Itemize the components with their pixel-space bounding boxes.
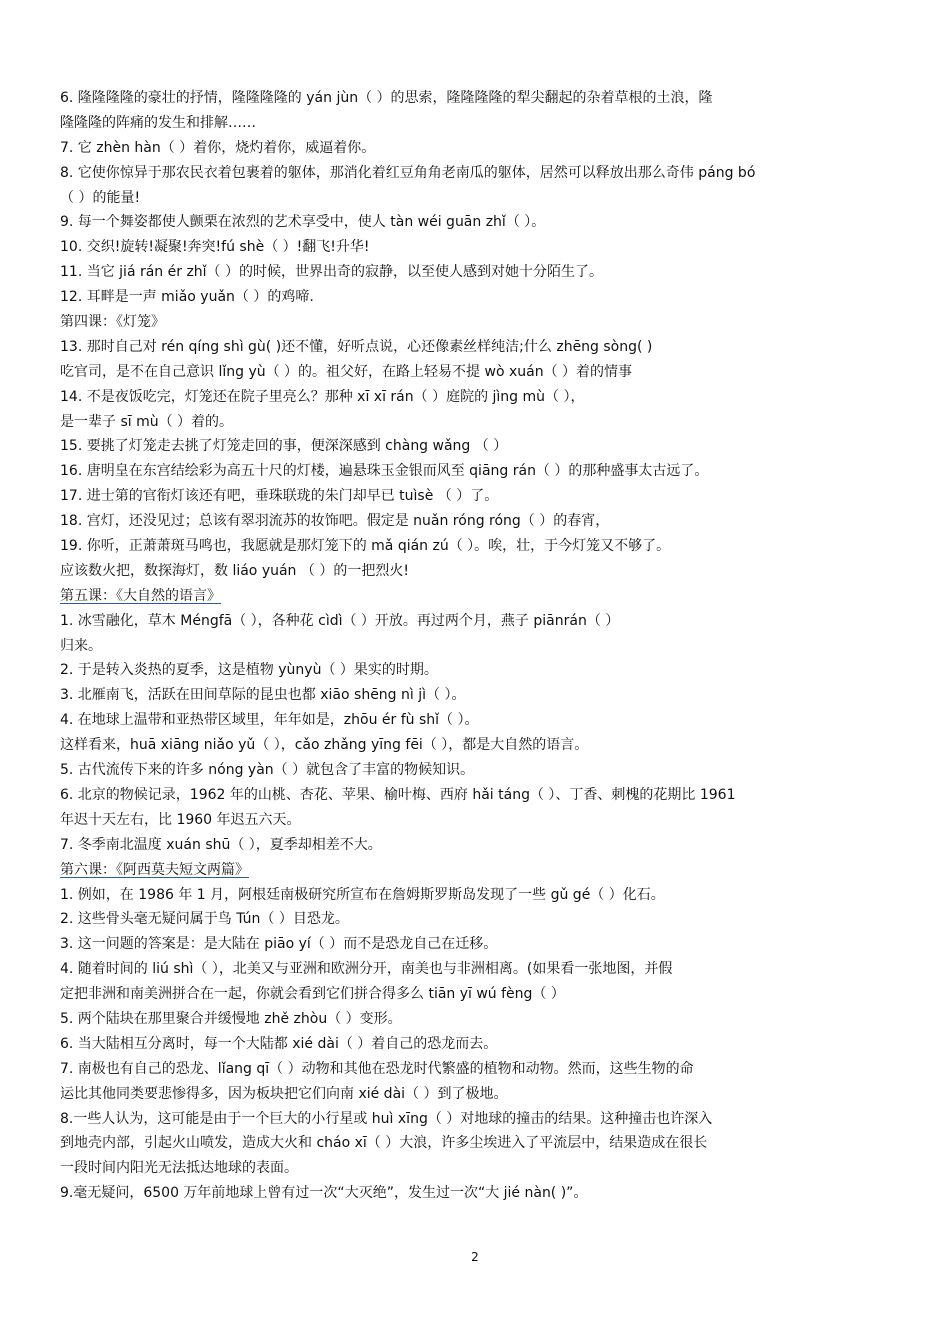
text-line: 是一辈子 sī mù（ ）着的。 <box>60 413 234 430</box>
text-line: 18. 宫灯，还没见过；总该有翠羽流苏的妆饰吧。假定是 nuǎn róng róng（ ）的春宵， <box>60 513 610 530</box>
text-line: 归来。 <box>60 637 102 654</box>
text-line: 6. 隆隆隆隆的豪壮的抒情，隆隆隆隆的 yán jùn（ ）的思索，隆隆隆隆的犁尖翻起的杂着草根的土浪，隆 <box>60 90 713 106</box>
text-line: 1. 冰雪融化，草木 Méngfā（ ），各种花 cìdì（ ）开放。再过两个月，燕子 piānrán（ ） <box>60 612 620 629</box>
text-line: 10. 交织!旋转!凝聚!奔突!fú shè（ ）!翻飞!升华! <box>60 239 370 256</box>
text-line: 一段时间内阳光无法抵达地球的表面。 <box>60 1160 298 1177</box>
text-line: 7. 冬季南北温度 xuán shū（ ），夏季却相差不大。 <box>60 836 382 853</box>
text-line: 6. 当大陆相互分离时，每一个大陆都 xié dài（ ）着自己的恐龙而去。 <box>60 1035 498 1052</box>
text-line: 3. 北雁南飞，活跃在田间草际的昆虫也都 xiāo shēng nì jì（ ）。 <box>60 687 466 704</box>
text-line: 这样看来，huā xiāng niǎo yǔ（ ），cǎo zhǎng yīng fēi（ ），都是大自然的语言。 <box>60 737 589 754</box>
document-body <box>60 86 894 1206</box>
text-line: 16. 唐明皇在东宫结绘彩为高五十尺的灯楼，遍悬珠玉金银而风至 qiāng rán（ ）的那种盛事太古远了。 <box>60 463 709 480</box>
text-line: 7. 南极也有自己的恐龙、lǐang qī（ ）动物和其他在恐龙时代繁盛的植物和动物。然而，这些生物的命 <box>60 1060 694 1077</box>
text-line: 8.一些人认为，这可能是由于一个巨大的小行星或 huì xīng（ ）对地球的撞击的结果。这种撞击也许深入 <box>60 1110 713 1127</box>
text-line: 隆隆隆的阵痛的发生和排解…… <box>60 114 256 131</box>
text-line: 1. 例如，在 1986 年 1 月，阿根廷南极研究所宣布在詹姆斯罗斯岛发现了一些 gǔ gé（ ）化石。 <box>60 886 665 903</box>
text-line: 13. 那时自己对 rén qíng shì gù( )还不懂，好听点说，心还像素丝样纯洁;什么 zhēng sòng( ) <box>60 338 653 355</box>
text-line: 9.毫无疑问，6500 万年前地球上曾有过一次“大灭绝”，发生过一次“大 jié nàn( )”。 <box>60 1185 588 1202</box>
text-line: 4. 随着时间的 liú shì（ ），北美又与亚洲和欧洲分开，南美也与非洲相离。(如果看一张地图，并假 <box>60 961 673 978</box>
text-line: 第四课：《灯笼》 <box>60 314 165 331</box>
text-line: 3. 这一问题的答案是：是大陆在 piāo yí（ ）而不是恐龙自己在迁移。 <box>60 936 498 953</box>
text-line: 定把非洲和南美洲拼合在一起，你就会看到它们拼合得多么 tiān yī wú fèng（ ） <box>60 986 565 1003</box>
text-line: 7. 它 zhèn hàn（ ）着你，烧灼着你，威逼着你。 <box>60 139 376 156</box>
text-line: 19. 你听，正萧萧斑马鸣也，我愿就是那灯笼下的 mǎ qián zú（ ）。唉，壮，于今灯笼又不够了。 <box>60 538 671 555</box>
text-line: 2. 于是转入炎热的夏季，这是植物 yùnyù（ ）果实的时期。 <box>60 662 438 679</box>
section-heading: 第五课：《大自然的语言》 <box>60 587 221 604</box>
text-line: 6. 北京的物候记录，1962 年的山桃、杏花、苹果、榆叶梅、西府 hǎi táng（ ）、丁香、刺槐的花期比 1961 <box>60 786 736 803</box>
text-line: 14. 不是夜饭吃完，灯笼还在院子里亮么？那种 xī xī rán（ ）庭院的 jìng mù（ ）， <box>60 388 585 405</box>
text-line: 2. 这些骨头毫无疑问属于鸟 Tún（ ）目恐龙。 <box>60 911 349 928</box>
text-line: 8. 它使你惊异于那农民衣着包裹着的躯体，那消化着红豆角角老南瓜的躯体，居然可以释放出那么奇伟 páng bó <box>60 164 756 181</box>
section-heading: 第六课：《阿西莫夫短文两篇》 <box>60 861 249 878</box>
text-line: 吃官司，是不在自己意识 lǐng yù（ ）的。祖父好，在路上轻易不提 wò xuán（ ）着的情事 <box>60 363 633 380</box>
text-line: 运比其他同类要悲惨得多，因为板块把它们向南 xié dài（ ）到了极地。 <box>60 1085 508 1102</box>
text-line: 9. 每一个舞姿都使人颤栗在浓烈的艺术享受中，使人 tàn wéi guān zhǐ（ ）。 <box>60 214 546 231</box>
text-line: 4. 在地球上温带和亚热带区域里，年年如是，zhōu ér fù shǐ（ ）。 <box>60 712 479 729</box>
text-line: 5. 古代流传下来的许多 nóng yàn（ ）就包含了丰富的物候知识。 <box>60 762 475 779</box>
text-line: （ ）的能量! <box>60 189 141 206</box>
text-line: 11. 当它 jiá rán ér zhǐ（ ）的时候，世界出奇的寂静，以至使人感到对她十分陌生了。 <box>60 264 604 281</box>
text-line: 17. 进士第的官衔灯该还有吧，垂珠联珑的朱门却早已 tuìsè （ ）了。 <box>60 488 499 505</box>
text-line: 15. 要挑了灯笼走去挑了灯笼走回的事，便深深感到 chàng wǎng （ ） <box>60 438 508 455</box>
page-number: 2 <box>471 1250 479 1264</box>
text-line: 年迟十天左右，比 1960 年迟五六天。 <box>60 811 301 828</box>
text-line: 到地壳内部，引起火山喷发，造成大火和 cháo xī（ ）大浪，许多尘埃进入了平流层中，结果造成在很长 <box>60 1135 708 1152</box>
text-line: 12. 耳畔是一声 miǎo yuǎn（ ）的鸡啼. <box>60 289 314 306</box>
text-line: 5. 两个陆块在那里聚合并缓慢地 zhě zhòu（ ）变形。 <box>60 1010 402 1027</box>
text-line: 应该数火把，数探海灯，数 liáo yuán （ ）的一把烈火! <box>60 562 409 579</box>
